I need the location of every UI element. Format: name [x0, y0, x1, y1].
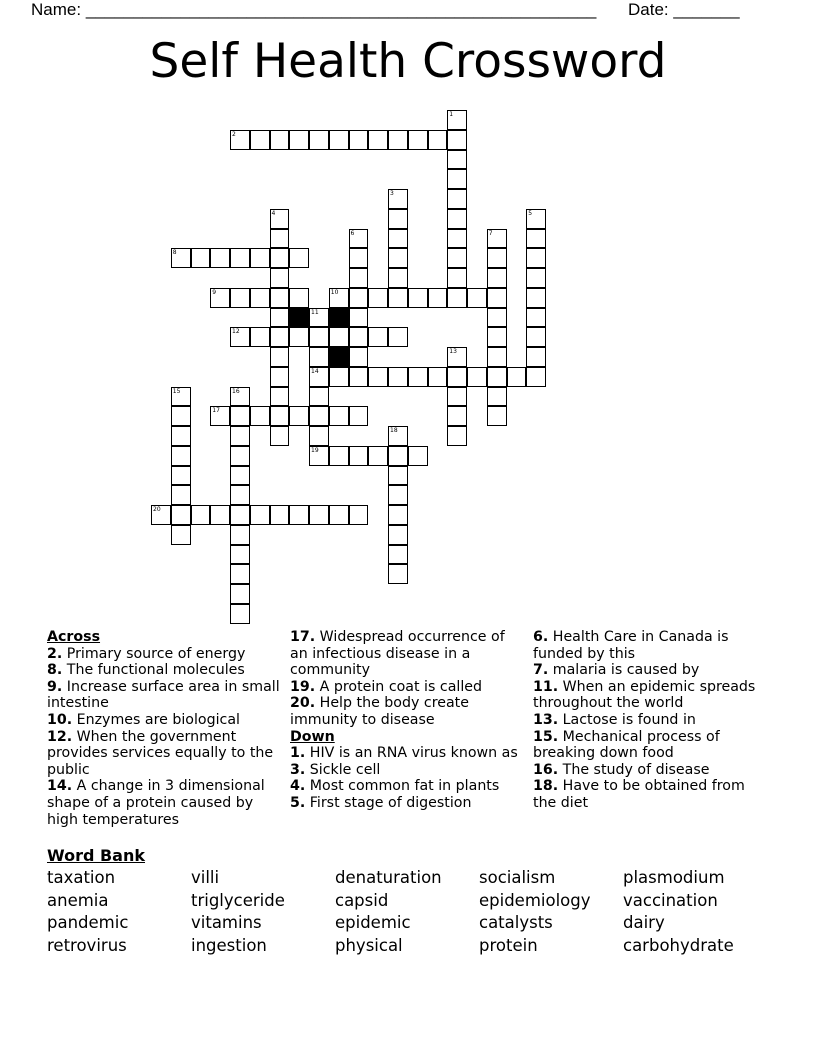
- grid-cell[interactable]: [507, 367, 527, 387]
- clue-text: Most common fat in plants: [309, 778, 500, 795]
- word-bank-item: carbohydrate: [623, 936, 734, 956]
- grid-cell[interactable]: [270, 130, 290, 150]
- grid-cell[interactable]: [487, 367, 507, 387]
- grid-cell[interactable]: [270, 209, 290, 229]
- page-title: Self Health Crossword: [149, 34, 667, 89]
- grid-cell[interactable]: [270, 347, 290, 367]
- grid-cell[interactable]: [230, 584, 250, 604]
- grid-cell[interactable]: [447, 387, 467, 407]
- clue-number: 5: [528, 209, 533, 217]
- grid-cell[interactable]: [151, 505, 171, 525]
- clues-column-2: [290, 629, 520, 812]
- word-bank-item: taxation: [47, 868, 116, 887]
- grid-cell[interactable]: [368, 288, 388, 308]
- clue-text: Health Care in Canada is funded by this: [533, 629, 729, 662]
- clue-num: 1.: [290, 745, 306, 762]
- grid-cell[interactable]: [447, 406, 467, 426]
- grid-cell[interactable]: [309, 347, 329, 367]
- clue-text: When an epidemic spreads throughout the world: [533, 678, 756, 712]
- clue-number: 11: [311, 308, 319, 316]
- grid-cell[interactable]: [230, 545, 250, 565]
- word-bank-item: epidemiology: [479, 890, 591, 910]
- grid-cell[interactable]: [526, 248, 546, 268]
- grid-cell[interactable]: [309, 308, 329, 328]
- clue-number: 2: [232, 130, 236, 138]
- grid-cell[interactable]: [388, 268, 408, 288]
- clue-down: [533, 712, 768, 729]
- clue-number: 4: [271, 209, 276, 217]
- grid-cell[interactable]: [210, 505, 230, 525]
- grid-cell[interactable]: [289, 288, 309, 308]
- grid-cell[interactable]: [171, 485, 191, 505]
- grid-cell[interactable]: [447, 110, 467, 130]
- grid-cell[interactable]: [329, 446, 349, 466]
- grid-cell[interactable]: [447, 288, 467, 308]
- grid-cell[interactable]: [447, 209, 467, 229]
- grid-cell[interactable]: [329, 130, 349, 150]
- clue-down: [533, 679, 768, 712]
- grid-cell[interactable]: [447, 229, 467, 249]
- clue-down: [533, 629, 768, 662]
- grid-cell[interactable]: [230, 485, 250, 505]
- grid-cell[interactable]: [230, 446, 250, 466]
- clue-text: First stage of digestion: [309, 794, 472, 811]
- clue-text: Primary source of energy: [66, 645, 246, 662]
- clue-num: 4.: [290, 778, 306, 795]
- grid-cell[interactable]: [289, 130, 309, 150]
- grid-cell[interactable]: [349, 446, 369, 466]
- clue-num: 20.: [290, 695, 316, 712]
- word-bank: [47, 868, 767, 959]
- grid-cell[interactable]: [210, 248, 230, 268]
- clue-across: [47, 729, 282, 779]
- clues-column-1: [47, 629, 282, 828]
- grid-cell[interactable]: [526, 367, 546, 387]
- grid-cell[interactable]: [487, 347, 507, 367]
- grid-cell[interactable]: [250, 248, 270, 268]
- grid-cell[interactable]: [210, 406, 230, 426]
- grid-cell[interactable]: [349, 229, 369, 249]
- clue-across: [47, 778, 282, 828]
- grid-cell[interactable]: [368, 367, 388, 387]
- clue-text: Widespread occurrence of an infectious disease in a community: [290, 629, 505, 679]
- grid-cell[interactable]: [171, 426, 191, 446]
- clue-across: [47, 679, 282, 712]
- grid-cell[interactable]: [250, 327, 270, 347]
- clue-num: 3.: [290, 761, 306, 778]
- clue-text: A protein coat is called: [319, 678, 483, 695]
- clue-number: 17: [212, 407, 220, 415]
- grid-cell[interactable]: [349, 347, 369, 367]
- clue-num: 10.: [47, 711, 73, 728]
- grid-cell[interactable]: [309, 426, 329, 446]
- word-bank-item: socialism: [479, 868, 556, 887]
- grid-cell[interactable]: [388, 189, 408, 209]
- grid-cell[interactable]: [487, 387, 507, 407]
- grid-cell[interactable]: [289, 406, 309, 426]
- grid-cell[interactable]: [270, 367, 290, 387]
- clue-num: 15.: [533, 728, 559, 745]
- clue-number: 18: [390, 427, 398, 434]
- grid-cell[interactable]: [526, 288, 546, 308]
- grid-cell[interactable]: [428, 130, 448, 150]
- grid-cell[interactable]: [171, 525, 191, 545]
- clue-number: 7: [488, 229, 493, 237]
- grid-cell[interactable]: [270, 426, 290, 446]
- grid-cell[interactable]: [270, 406, 290, 426]
- clue-down: [290, 795, 520, 812]
- grid-cell[interactable]: [349, 288, 369, 308]
- clue-num: 11.: [533, 678, 559, 695]
- clue-number: 13: [449, 348, 457, 355]
- grid-cell[interactable]: [230, 327, 250, 347]
- clue-across: [290, 629, 520, 679]
- grid-cell[interactable]: [329, 288, 349, 308]
- grid-cell[interactable]: [349, 130, 369, 150]
- grid-cell[interactable]: [349, 268, 369, 288]
- black-cell: [329, 308, 349, 328]
- grid-cell[interactable]: [171, 387, 191, 407]
- grid-cell[interactable]: [230, 406, 250, 426]
- grid-cell[interactable]: [270, 308, 290, 328]
- grid-cell[interactable]: [408, 367, 428, 387]
- grid-cell[interactable]: [428, 288, 448, 308]
- date-field[interactable]: [628, 0, 740, 20]
- clue-number: 16: [232, 387, 240, 395]
- grid-cell[interactable]: [270, 248, 290, 268]
- clue-number: 6: [350, 229, 355, 237]
- grid-cell[interactable]: [250, 505, 270, 525]
- grid-cell[interactable]: [526, 268, 546, 288]
- black-cell: [289, 308, 309, 328]
- grid-cell[interactable]: [447, 169, 467, 189]
- word-bank-item: vaccination: [623, 890, 718, 910]
- grid-cell[interactable]: [230, 426, 250, 446]
- grid-cell[interactable]: [447, 347, 467, 367]
- clue-text: malaria is caused by: [552, 662, 700, 679]
- grid-cell[interactable]: [289, 505, 309, 525]
- grid-cell[interactable]: [487, 406, 507, 426]
- clue-num: 2.: [47, 645, 63, 662]
- clue-down: [533, 662, 768, 679]
- grid-cell[interactable]: [368, 130, 388, 150]
- grid-cell[interactable]: [250, 130, 270, 150]
- clue-down: [533, 729, 768, 762]
- clue-num: 12.: [47, 728, 73, 745]
- grid-cell[interactable]: [487, 268, 507, 288]
- clue-across: [290, 679, 520, 696]
- down-heading: Down: [290, 728, 335, 745]
- clues-column-3: [533, 629, 768, 812]
- clue-across: [47, 662, 282, 679]
- clue-text: Mechanical process of breaking down food: [533, 728, 720, 762]
- grid-cell[interactable]: [487, 308, 507, 328]
- word-bank-item: catalysts: [479, 913, 553, 933]
- grid-cell[interactable]: [191, 505, 211, 525]
- grid-cell[interactable]: [289, 327, 309, 347]
- word-bank-item: denaturation: [335, 868, 442, 887]
- grid-cell[interactable]: [230, 130, 250, 150]
- grid-cell[interactable]: [250, 288, 270, 308]
- clue-number: 9: [212, 288, 217, 296]
- grid-cell[interactable]: [447, 426, 467, 446]
- clue-down: [290, 778, 520, 795]
- word-bank-item: capsid: [335, 890, 389, 910]
- grid-cell[interactable]: [309, 446, 329, 466]
- grid-cell[interactable]: [388, 327, 408, 347]
- clue-text: The functional molecules: [66, 662, 245, 679]
- grid-cell[interactable]: [309, 387, 329, 407]
- grid-cell[interactable]: [191, 248, 211, 268]
- grid-cell[interactable]: [388, 466, 408, 486]
- grid-cell[interactable]: [329, 327, 349, 347]
- grid-cell[interactable]: [388, 485, 408, 505]
- grid-cell[interactable]: [230, 505, 250, 525]
- clue-text: Have to be obtained from the diet: [533, 778, 745, 811]
- clue-text: The study of disease: [562, 761, 710, 778]
- word-bank-item: physical: [335, 936, 403, 956]
- clue-num: 17.: [290, 629, 316, 645]
- grid-cell[interactable]: [408, 446, 428, 466]
- word-bank-item: ingestion: [191, 936, 267, 956]
- grid-cell[interactable]: [289, 248, 309, 268]
- clue-text: Enzymes are biological: [76, 711, 240, 728]
- clue-text: When the government provides services equally to the public: [47, 728, 274, 778]
- clue-across: [47, 712, 282, 729]
- grid-cell[interactable]: [270, 268, 290, 288]
- grid-cell[interactable]: [171, 505, 191, 525]
- word-bank-item: pandemic: [47, 913, 129, 933]
- grid-cell[interactable]: [467, 367, 487, 387]
- grid-cell[interactable]: [210, 288, 230, 308]
- grid-cell[interactable]: [388, 209, 408, 229]
- grid-cell[interactable]: [309, 406, 329, 426]
- word-bank-item: plasmodium: [623, 868, 725, 887]
- grid-cell[interactable]: [230, 564, 250, 584]
- grid-cell[interactable]: [388, 525, 408, 545]
- grid-cell[interactable]: [349, 308, 369, 328]
- grid-cell[interactable]: [526, 327, 546, 347]
- clue-text: Lactose is found in: [562, 711, 696, 728]
- grid-cell[interactable]: [447, 248, 467, 268]
- grid-cell[interactable]: [230, 525, 250, 545]
- grid-cell[interactable]: [487, 327, 507, 347]
- clue-number: 19: [311, 446, 319, 454]
- grid-cell[interactable]: [447, 189, 467, 209]
- grid-cell[interactable]: [270, 387, 290, 407]
- grid-cell[interactable]: [487, 248, 507, 268]
- grid-cell[interactable]: [388, 248, 408, 268]
- grid-cell[interactable]: [368, 446, 388, 466]
- clue-text: HIV is an RNA virus known as: [309, 745, 518, 762]
- grid-cell[interactable]: [467, 288, 487, 308]
- clue-number: 15: [172, 387, 181, 395]
- grid-cell[interactable]: [388, 130, 408, 150]
- grid-cell[interactable]: [230, 288, 250, 308]
- grid-cell[interactable]: [349, 248, 369, 268]
- clue-number: 3: [390, 190, 394, 197]
- clue-down: [290, 762, 520, 779]
- clue-number: 8: [172, 249, 177, 257]
- date-label: Date:: [628, 0, 669, 19]
- clue-num: 13.: [533, 711, 559, 728]
- clue-down: [533, 778, 768, 811]
- grid-cell[interactable]: [171, 446, 191, 466]
- name-label: Name:: [31, 0, 82, 19]
- grid-cell[interactable]: [388, 426, 408, 446]
- grid-cell[interactable]: [388, 545, 408, 565]
- word-bank-item: villi: [191, 868, 220, 887]
- grid-cell[interactable]: [270, 288, 290, 308]
- grid-cell[interactable]: [171, 406, 191, 426]
- grid-cell[interactable]: [309, 367, 329, 387]
- grid-cell[interactable]: [270, 229, 290, 249]
- name-line: ______________________________________________________: [85, 0, 597, 19]
- grid-cell[interactable]: [388, 446, 408, 466]
- grid-cell[interactable]: [526, 347, 546, 367]
- grid-cell[interactable]: [329, 406, 349, 426]
- word-bank-title: Word Bank: [47, 846, 146, 865]
- clue-down: [533, 762, 768, 779]
- clue-num: 5.: [290, 794, 306, 811]
- name-field[interactable]: [31, 0, 596, 20]
- grid-cell[interactable]: [309, 327, 329, 347]
- grid-cell[interactable]: [329, 505, 349, 525]
- word-bank-item: vitamins: [191, 913, 262, 933]
- grid-cell[interactable]: [349, 505, 369, 525]
- grid-cell[interactable]: [526, 308, 546, 328]
- grid-cell[interactable]: [349, 406, 369, 426]
- word-bank-item: anemia: [47, 890, 109, 910]
- word-bank-item: dairy: [623, 913, 665, 933]
- across-heading: Across: [47, 629, 101, 645]
- word-bank-item: epidemic: [335, 913, 411, 933]
- grid-cell[interactable]: [388, 564, 408, 584]
- clue-num: 16.: [533, 761, 559, 778]
- grid-cell[interactable]: [388, 505, 408, 525]
- clue-num: 7.: [533, 662, 549, 679]
- grid-cell[interactable]: [230, 466, 250, 486]
- clue-across: [290, 695, 520, 728]
- clue-text: Help the body create immunity to disease: [290, 695, 469, 728]
- grid-cell[interactable]: [230, 248, 250, 268]
- grid-cell[interactable]: [487, 288, 507, 308]
- grid-cell[interactable]: [487, 229, 507, 249]
- grid-cell[interactable]: [270, 505, 290, 525]
- black-cell: [329, 347, 349, 367]
- clue-text: Increase surface area in small intestine: [47, 678, 280, 712]
- clue-number: 12: [232, 328, 240, 336]
- grid-cell[interactable]: [230, 387, 250, 407]
- word-bank-item: triglyceride: [191, 890, 285, 910]
- grid-cell[interactable]: [250, 406, 270, 426]
- grid-cell[interactable]: [526, 209, 546, 229]
- clue-across: [47, 646, 282, 663]
- grid-cell[interactable]: [230, 604, 250, 624]
- grid-cell[interactable]: [447, 268, 467, 288]
- grid-cell[interactable]: [388, 367, 408, 387]
- clue-text: A change in 3 dimensional shape of a protein caused by high temperatures: [47, 778, 265, 828]
- word-bank-item: retrovirus: [47, 936, 127, 956]
- clue-num: 6.: [533, 629, 549, 645]
- clue-num: 9.: [47, 678, 63, 695]
- grid-cell[interactable]: [408, 130, 428, 150]
- grid-cell[interactable]: [349, 367, 369, 387]
- grid-cell[interactable]: [428, 367, 448, 387]
- grid-cell[interactable]: [171, 466, 191, 486]
- grid-cell[interactable]: [447, 130, 467, 150]
- clue-number: 14: [311, 367, 319, 375]
- clue-num: 8.: [47, 662, 63, 679]
- grid-cell[interactable]: [329, 367, 349, 387]
- clue-num: 18.: [533, 778, 559, 795]
- grid-cell[interactable]: [447, 150, 467, 170]
- clue-num: 14.: [47, 778, 73, 795]
- clue-number: 1: [449, 111, 454, 118]
- grid-cell[interactable]: [270, 327, 290, 347]
- grid-cell[interactable]: [408, 288, 428, 308]
- clue-text: Sickle cell: [309, 761, 381, 778]
- clue-num: 19.: [290, 678, 316, 695]
- grid-cell[interactable]: [388, 288, 408, 308]
- date-line: _______: [673, 0, 740, 19]
- grid-cell[interactable]: [309, 130, 329, 150]
- grid-cell[interactable]: [171, 248, 191, 268]
- grid-cell[interactable]: [447, 367, 467, 387]
- clue-number: 20: [153, 506, 161, 513]
- grid-cell[interactable]: [388, 229, 408, 249]
- clue-number: 10: [330, 288, 339, 296]
- grid-cell[interactable]: [349, 327, 369, 347]
- grid-cell[interactable]: [526, 229, 546, 249]
- grid-cell[interactable]: [309, 505, 329, 525]
- word-bank-item: protein: [479, 936, 538, 956]
- clue-down: [290, 745, 520, 762]
- grid-cell[interactable]: [368, 327, 388, 347]
